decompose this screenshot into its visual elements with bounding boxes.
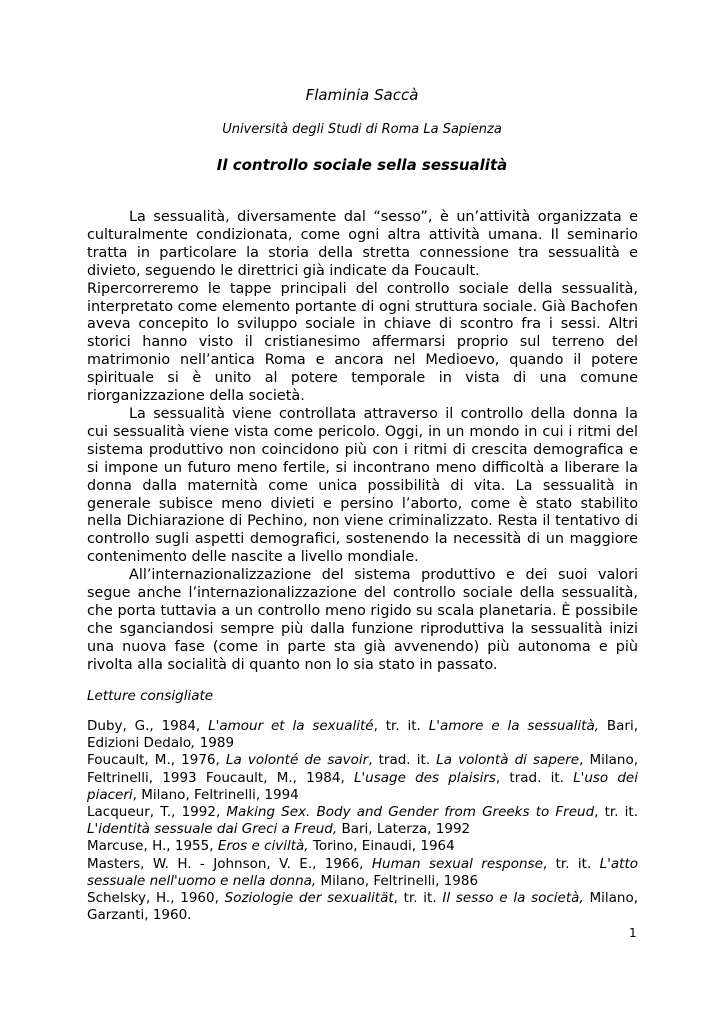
reference-item: Schelsky, H., 1960, Soziologie der sexualität, tr. it. Il sesso e la società, Milano, Garzanti, 1960. [87,890,638,924]
reference-item: Marcuse, H., 1955, Eros e civiltà, Torino, Einaudi, 1964 [87,838,455,855]
paragraph: La sessualità, diversamente dal “sesso”, è un’attività organizzata e culturalmente condizionata, come ogni altra attività umana. Il seminario tratta in particolare la storia della stretta connessione tra sessualità e divieto, seguendo le direttrici già indicate da Foucault. [87,209,638,279]
reference-item: Duby, G., 1984, L'amour et la sexualité, tr. it. L'amore e la sessualità, Bari, Edizioni Dedalo, 1989 [87,718,639,752]
paragraph: Ripercorreremo le tappe principali del controllo sociale della sessualità, interpretato come elemento portante di ogni struttura sociale. Già Bachofen aveva concepito lo sviluppo sociale in chiave di scontro fra i sessi. Altri storici hanno visto il cristianesimo affermarsi proprio sul terreno del matrimonio nell’antica Roma e ancora nel Medioevo, quando il potere spirituale si è unito al potere temporale in vista di una comune riorganizzazione della società. [87,280,638,405]
paragraph: All’internazionalizzazione del sistema produttivo e dei suoi valori segue anche l’internazionalizzazione del controllo sociale della sessualità, che porta tuttavia a un controllo meno rigido su scala planetaria. È possibile che sganciandosi sempre più dalla funzione riproduttiva la sessualità inizi una nuova fase (come in parte sta già avvenendo) più autonoma e più rivolta alla socialità di quanto non lo sia stato in passato. [87,567,638,673]
references-heading: Letture consigliate [87,688,214,704]
author-name: Flaminia Saccà [305,86,419,104]
reference-item: Masters, W. H. - Johnson, V. E., 1966, Human sexual response, tr. it. L'atto sessuale nell'uomo e nella donna, Milano, Feltrinelli, 1986 [87,855,639,889]
reference-item: Foucault, M., 1976, La volonté de savoir, trad. it. La volontà di sapere, Milano, Feltrinelli, 1993 Foucault, M., 1984, L'usage des plaisirs, trad. it. L'uso dei piaceri, Milano, Feltrinelli, 1994 [87,752,638,803]
author-affiliation: Università degli Studi di Roma La Sapienza [222,122,502,137]
document-title: Il controllo sociale sella sessualità [216,156,508,174]
paragraph: La sessualità viene controllata attraverso il controllo della donna la cui sessualità viene vista come pericolo. Oggi, in un mondo in cui i ritmi del sistema produttivo non coincidono più con i ritmi di crescita demografica e si impone un futuro meno fertile, si incontrano meno difficoltà a liberare la donna dalla maternità come unica possibilità di vita. La sessualità in generale subisce meno divieti e persino l’aborto, come è stato stabilito nella Dichiarazione di Pechino, non viene criminalizzato. Resta il tentativo di controllo sugli aspetti demografici, sostenendo la necessità di un maggiore contenimento delle nascite a livello mondiale. [87,405,638,566]
references-list [87,718,638,924]
reference-item: Lacqueur, T., 1992, Making Sex. Body and Gender from Greeks to Freud, tr. it. L'identità sessuale dai Greci a Freud, Bari, Laterza, 1992 [87,804,638,838]
body-text [87,209,638,675]
page-number: 1 [629,926,637,940]
